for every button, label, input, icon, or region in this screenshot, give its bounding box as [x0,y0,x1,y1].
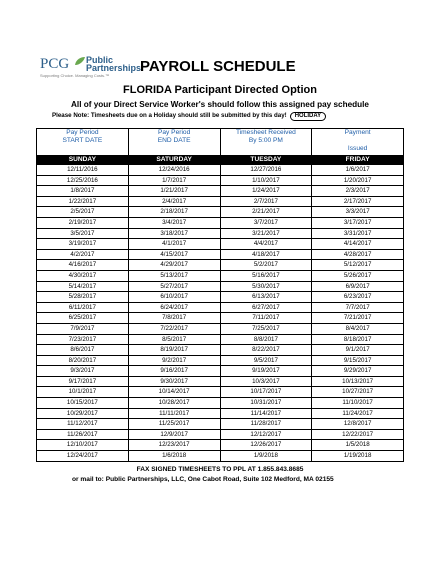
table-cell: 8/22/2017 [220,345,312,356]
table-cell: 5/13/2017 [128,270,220,281]
holiday-note-text: Please Note: Timesheets due on a Holiday should still be submitted by this day! [52,112,287,119]
mail-instruction: or mail to: Public Partnerships, LLC, One Cabot Road, Suite 102 Medford, MA 02155 [72,476,334,483]
table-cell: 1/6/2018 [128,451,220,462]
table-cell: 8/18/2017 [312,334,404,345]
table-cell: 11/26/2017 [37,429,129,440]
logo-tagline: Supporting Choice. Managing Costs.™ [40,73,110,78]
logo-pcg-text: PCG [40,56,70,72]
table-row [37,281,404,292]
column-header-label: Issued [347,145,368,152]
table-cell: 12/27/2016 [220,165,312,176]
table-cell: 1/7/2017 [128,175,220,186]
table-cell: 5/2/2017 [220,260,312,271]
table-row [37,323,404,334]
schedule-rows [37,165,404,462]
table-row [37,366,404,377]
table-cell: 1/19/2018 [312,451,404,462]
table-cell: 12/24/2017 [37,451,129,462]
table-cell: 8/5/2017 [128,334,220,345]
table-cell: 12/22/2017 [312,429,404,440]
table-row [37,292,404,303]
table-cell: 1/9/2018 [220,451,312,462]
table-cell: 4/1/2017 [128,239,220,250]
fax-instruction: FAX SIGNED TIMESHEETS TO PPL AT 1.855.843.8685 [136,466,304,473]
table-cell: 6/24/2017 [128,302,220,313]
column-header-label: Timesheet Received [235,129,296,136]
table-row [37,440,404,451]
table-row [37,419,404,430]
table-cell: 4/16/2017 [37,260,129,271]
table-cell: 1/20/2017 [312,175,404,186]
table-cell: 7/25/2017 [220,323,312,334]
table-cell: 10/1/2017 [37,387,129,398]
column-header-start [37,129,129,156]
table-cell: 9/29/2017 [312,366,404,377]
table-cell: 11/25/2017 [128,419,220,430]
table-cell: 11/28/2017 [220,419,312,430]
table-cell: 12/24/2016 [128,165,220,176]
table-cell: 4/29/2017 [128,260,220,271]
table-cell: 5/12/2017 [312,260,404,271]
table-cell: 9/3/2017 [37,366,129,377]
table-cell: 12/8/2017 [312,419,404,430]
table-cell: 2/4/2017 [128,196,220,207]
table-cell: 4/18/2017 [220,249,312,260]
table-cell: 10/31/2017 [220,398,312,409]
table-cell: 9/17/2017 [37,376,129,387]
table-cell: 7/21/2017 [312,313,404,324]
table-cell: 7/8/2017 [128,313,220,324]
company-logo [40,55,142,84]
table-cell: 9/15/2017 [312,355,404,366]
column-header-label: END DATE [157,137,191,144]
table-cell: 6/11/2017 [37,302,129,313]
table-cell: 5/28/2017 [37,292,129,303]
table-cell: 12/23/2017 [128,440,220,451]
table-row [37,196,404,207]
table-cell: 4/15/2017 [128,249,220,260]
table-cell: 7/7/2017 [312,302,404,313]
table-cell: 7/22/2017 [128,323,220,334]
table-cell: 12/9/2017 [128,429,220,440]
table-cell: 4/30/2017 [37,270,129,281]
logo-name-line1: Public [86,55,114,65]
holiday-badge: HOLIDAY [290,112,326,121]
table-row [37,165,404,176]
table-cell: 7/11/2017 [220,313,312,324]
table-cell: 3/19/2017 [37,239,129,250]
table-cell: 6/25/2017 [37,313,129,324]
holiday-note [52,112,326,121]
table-cell: 11/10/2017 [312,398,404,409]
table-cell: 10/28/2017 [128,398,220,409]
table-cell: 6/23/2017 [312,292,404,303]
table-cell: 5/26/2017 [312,270,404,281]
column-header-payment [312,129,404,156]
table-cell: 5/27/2017 [128,281,220,292]
weekday-label: TUESDAY [220,156,312,165]
table-cell: 2/19/2017 [37,217,129,228]
instruction-text: All of your Direct Service Worker's should follow this assigned pay schedule [71,100,369,109]
table-cell: 12/12/2017 [220,429,312,440]
table-cell: 10/29/2017 [37,408,129,419]
weekday-row [37,156,404,165]
table-cell: 10/3/2017 [220,376,312,387]
table-row [37,398,404,409]
table-row [37,376,404,387]
table-row [37,217,404,228]
table-cell: 10/13/2017 [312,376,404,387]
table-cell: 7/23/2017 [37,334,129,345]
weekday-label: FRIDAY [312,156,404,165]
table-cell: 2/3/2017 [312,186,404,197]
table-cell: 4/14/2017 [312,239,404,250]
table-cell: 4/28/2017 [312,249,404,260]
table-cell: 11/14/2017 [220,408,312,419]
table-cell: 12/11/2016 [37,165,129,176]
table-row [37,175,404,186]
table-cell: 4/2/2017 [37,249,129,260]
column-header-label: Pay Period [66,129,99,136]
table-cell: 1/24/2017 [220,186,312,197]
table-cell: 1/21/2017 [128,186,220,197]
table-cell: 3/21/2017 [220,228,312,239]
table-cell: 9/16/2017 [128,366,220,377]
table-cell: 12/26/2017 [220,440,312,451]
table-cell: 3/18/2017 [128,228,220,239]
weekday-label: SATURDAY [128,156,220,165]
table-cell: 1/10/2017 [220,175,312,186]
table-cell: 3/17/2017 [312,217,404,228]
table-row [37,186,404,197]
table-row [37,345,404,356]
table-cell: 2/17/2017 [312,196,404,207]
table-row [37,239,404,250]
table-cell: 6/10/2017 [128,292,220,303]
table-cell: 6/13/2017 [220,292,312,303]
table-cell: 3/4/2017 [128,217,220,228]
table-cell: 3/5/2017 [37,228,129,239]
table-cell: 9/5/2017 [220,355,312,366]
table-cell: 1/22/2017 [37,196,129,207]
table-cell: 1/8/2017 [37,186,129,197]
table-cell: 9/30/2017 [128,376,220,387]
table-cell: 10/14/2017 [128,387,220,398]
table-cell: 5/16/2017 [220,270,312,281]
table-row [37,207,404,218]
table-cell: 10/15/2017 [37,398,129,409]
table-row [37,429,404,440]
table-cell: 10/27/2017 [312,387,404,398]
weekday-label: SUNDAY [37,156,129,165]
table-cell: 2/7/2017 [220,196,312,207]
table-row [37,334,404,345]
column-header-label: Payment [344,129,371,136]
table-cell: 11/24/2017 [312,408,404,419]
table-cell: 6/27/2017 [220,302,312,313]
table-cell: 3/31/2017 [312,228,404,239]
table-cell: 3/7/2017 [220,217,312,228]
table-cell: 8/8/2017 [220,334,312,345]
table-cell: 12/10/2017 [37,440,129,451]
table-row [37,408,404,419]
table-cell: 2/21/2017 [220,207,312,218]
payroll-schedule-table [36,128,404,462]
logo-name [86,56,141,72]
table-cell: 5/14/2017 [37,281,129,292]
table-cell: 1/5/2018 [312,440,404,451]
table-row [37,228,404,239]
table-cell: 8/4/2017 [312,323,404,334]
table-cell: 2/18/2017 [128,207,220,218]
column-header-label: Pay Period [157,129,191,136]
table-cell: 8/6/2017 [37,345,129,356]
column-header-label: START DATE [62,137,103,144]
table-cell: 3/3/2017 [312,207,404,218]
page-title: PAYROLL SCHEDULE [140,58,296,75]
table-cell: 7/9/2017 [37,323,129,334]
table-cell: 5/30/2017 [220,281,312,292]
table-cell: 9/19/2017 [220,366,312,377]
column-header-timesheet [220,129,312,156]
table-cell: 12/25/2016 [37,175,129,186]
table-row [37,249,404,260]
table-header-row [37,129,404,156]
logo-name-line2: Partnerships [86,63,142,73]
leaf-icon [74,56,86,66]
column-header-end [128,129,220,156]
table-cell: 11/11/2017 [128,408,220,419]
page-subtitle: FLORIDA Participant Directed Option [123,84,317,96]
table-cell: 11/12/2017 [37,419,129,430]
table-row [37,260,404,271]
table-row [37,302,404,313]
table-cell: 8/20/2017 [37,355,129,366]
column-header-label: By 5:00 PM [248,137,283,144]
table-cell: 2/5/2017 [37,207,129,218]
table-cell: 4/4/2017 [220,239,312,250]
table-cell: 1/6/2017 [312,165,404,176]
table-row [37,270,404,281]
table-cell: 9/1/2017 [312,345,404,356]
table-row [37,313,404,324]
table-row [37,355,404,366]
table-row [37,387,404,398]
table-cell: 9/2/2017 [128,355,220,366]
table-cell: 6/9/2017 [312,281,404,292]
table-cell: 10/17/2017 [220,387,312,398]
table-cell: 8/19/2017 [128,345,220,356]
table-row [37,451,404,462]
